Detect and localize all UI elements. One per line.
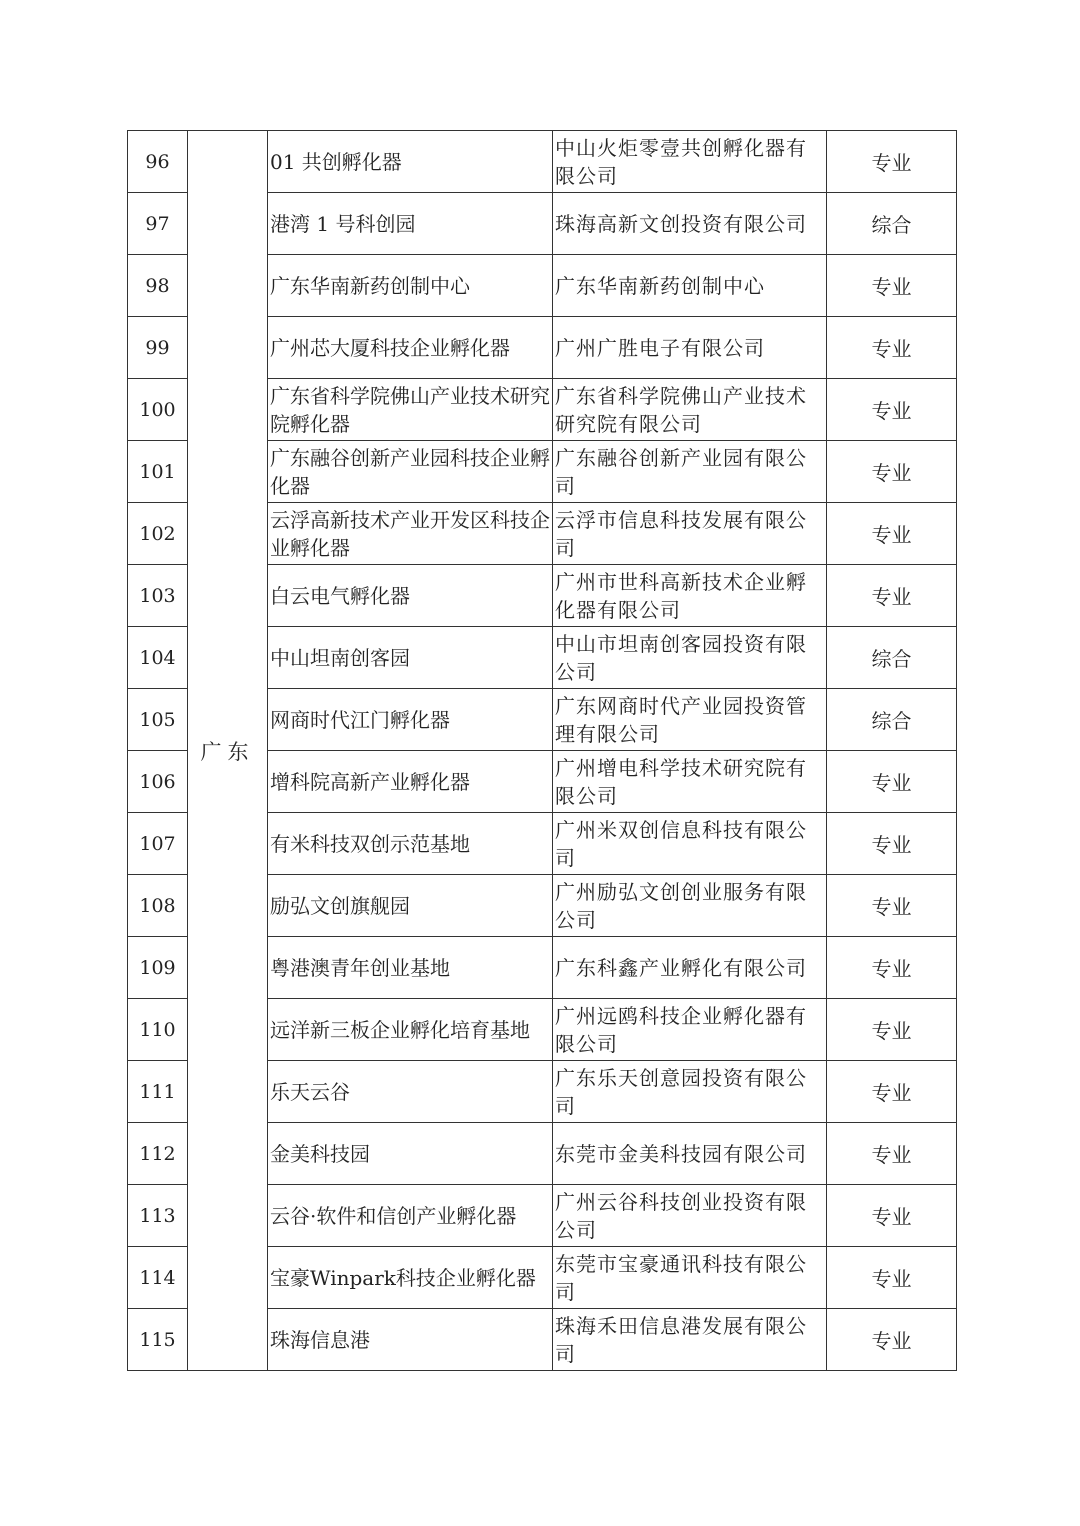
- row-number: 110: [128, 999, 188, 1061]
- table-row: [128, 131, 957, 193]
- row-number: 107: [128, 813, 188, 875]
- operating-organization: 广州广胜电子有限公司: [553, 317, 827, 379]
- operating-organization: 广东融谷创新产业园有限公司: [553, 441, 827, 503]
- incubator-type: 专业: [827, 1061, 957, 1123]
- row-number: 96: [128, 131, 188, 193]
- row-number: 111: [128, 1061, 188, 1123]
- operating-organization: 广州励弘文创创业服务有限公司: [553, 875, 827, 937]
- incubator-type: 专业: [827, 999, 957, 1061]
- row-number: 106: [128, 751, 188, 813]
- incubator-type: 专业: [827, 875, 957, 937]
- incubator-name: 港湾 1 号科创园: [268, 193, 553, 255]
- row-number: 113: [128, 1185, 188, 1247]
- incubator-type: 专业: [827, 751, 957, 813]
- incubator-type: 综合: [827, 627, 957, 689]
- incubator-type: 专业: [827, 937, 957, 999]
- incubator-type: 专业: [827, 131, 957, 193]
- operating-organization: 广州云谷科技创业投资有限公司: [553, 1185, 827, 1247]
- incubator-type: 综合: [827, 689, 957, 751]
- incubator-name: 宝豪Winpark科技企业孵化器: [268, 1247, 553, 1309]
- row-number: 112: [128, 1123, 188, 1185]
- operating-organization: 中山火炬零壹共创孵化器有限公司: [553, 131, 827, 193]
- incubator-table-container: [127, 130, 957, 1371]
- incubator-name: 乐天云谷: [268, 1061, 553, 1123]
- operating-organization: 广东科鑫产业孵化有限公司: [553, 937, 827, 999]
- incubator-name: 有米科技双创示范基地: [268, 813, 553, 875]
- row-number: 102: [128, 503, 188, 565]
- row-number: 105: [128, 689, 188, 751]
- operating-organization: 广州米双创信息科技有限公司: [553, 813, 827, 875]
- incubator-type: 专业: [827, 1247, 957, 1309]
- row-number: 97: [128, 193, 188, 255]
- row-number: 99: [128, 317, 188, 379]
- operating-organization: 云浮市信息科技发展有限公司: [553, 503, 827, 565]
- operating-organization: 广东华南新药创制中心: [553, 255, 827, 317]
- operating-organization: 东莞市金美科技园有限公司: [553, 1123, 827, 1185]
- operating-organization: 珠海禾田信息港发展有限公司: [553, 1309, 827, 1371]
- incubator-name: 01 共创孵化器: [268, 131, 553, 193]
- incubator-name: 广州芯大厦科技企业孵化器: [268, 317, 553, 379]
- operating-organization: 东莞市宝豪通讯科技有限公司: [553, 1247, 827, 1309]
- row-number: 114: [128, 1247, 188, 1309]
- incubator-name: 云浮高新技术产业开发区科技企业孵化器: [268, 503, 553, 565]
- operating-organization: 广东省科学院佛山产业技术研究院有限公司: [553, 379, 827, 441]
- operating-organization: 广州远鸥科技企业孵化器有限公司: [553, 999, 827, 1061]
- incubator-name: 金美科技园: [268, 1123, 553, 1185]
- incubator-type: 专业: [827, 813, 957, 875]
- operating-organization: 广州市世科高新技术企业孵化器有限公司: [553, 565, 827, 627]
- incubator-name: 网商时代江门孵化器: [268, 689, 553, 751]
- incubator-type: 专业: [827, 255, 957, 317]
- incubator-type: 专业: [827, 1185, 957, 1247]
- incubator-type: 专业: [827, 1309, 957, 1371]
- row-number: 101: [128, 441, 188, 503]
- row-number: 100: [128, 379, 188, 441]
- operating-organization: 中山市坦南创客园投资有限公司: [553, 627, 827, 689]
- row-number: 109: [128, 937, 188, 999]
- province-cell: 广东: [188, 131, 268, 1371]
- incubator-type: 专业: [827, 317, 957, 379]
- row-number: 103: [128, 565, 188, 627]
- incubator-name: 励弘文创旗舰园: [268, 875, 553, 937]
- incubator-name: 珠海信息港: [268, 1309, 553, 1371]
- incubator-name: 白云电气孵化器: [268, 565, 553, 627]
- incubator-name: 广东华南新药创制中心: [268, 255, 553, 317]
- incubator-name: 粤港澳青年创业基地: [268, 937, 553, 999]
- incubator-type: 综合: [827, 193, 957, 255]
- incubator-type: 专业: [827, 503, 957, 565]
- incubator-type: 专业: [827, 379, 957, 441]
- row-number: 115: [128, 1309, 188, 1371]
- incubator-name: 增科院高新产业孵化器: [268, 751, 553, 813]
- incubator-name: 云谷·软件和信创产业孵化器: [268, 1185, 553, 1247]
- incubator-type: 专业: [827, 565, 957, 627]
- incubator-table-body: [128, 131, 957, 1371]
- operating-organization: 广州增电科学技术研究院有限公司: [553, 751, 827, 813]
- incubator-table: [127, 130, 957, 1371]
- operating-organization: 广东乐天创意园投资有限公司: [553, 1061, 827, 1123]
- incubator-name: 中山坦南创客园: [268, 627, 553, 689]
- row-number: 98: [128, 255, 188, 317]
- incubator-type: 专业: [827, 1123, 957, 1185]
- incubator-type: 专业: [827, 441, 957, 503]
- row-number: 104: [128, 627, 188, 689]
- operating-organization: 珠海高新文创投资有限公司: [553, 193, 827, 255]
- operating-organization: 广东网商时代产业园投资管理有限公司: [553, 689, 827, 751]
- incubator-name: 远洋新三板企业孵化培育基地: [268, 999, 553, 1061]
- row-number: 108: [128, 875, 188, 937]
- incubator-name: 广东融谷创新产业园科技企业孵化器: [268, 441, 553, 503]
- incubator-name: 广东省科学院佛山产业技术研究院孵化器: [268, 379, 553, 441]
